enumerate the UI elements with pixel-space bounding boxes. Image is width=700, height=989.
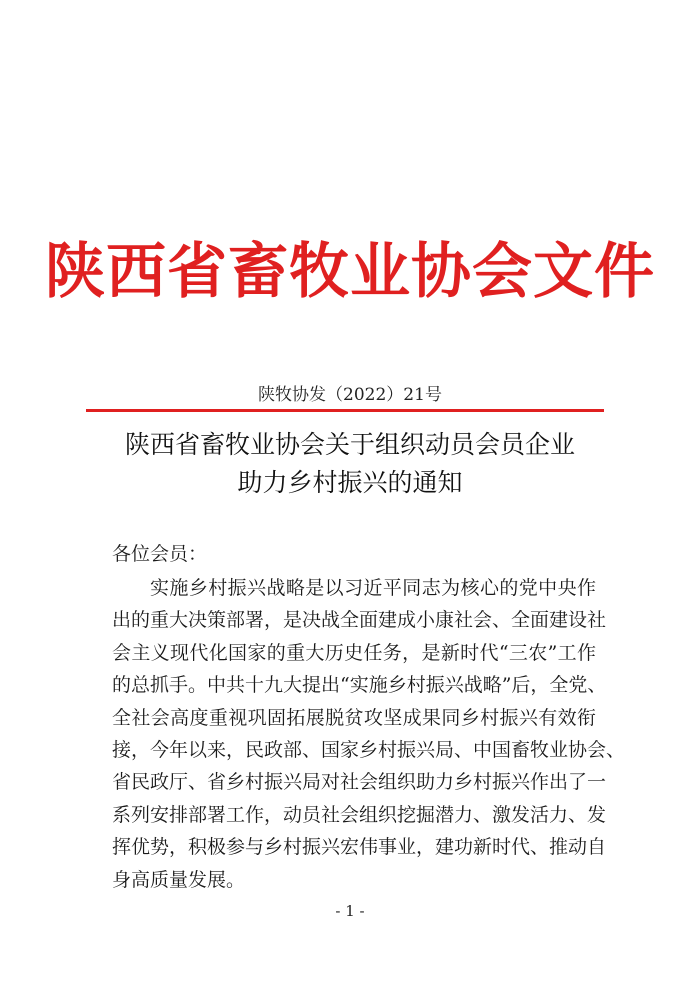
body-line: 身高质量发展。 [112,868,246,891]
salutation: 各位会员： [112,543,208,565]
document-title-line-2: 助力乡村振兴的通知 [237,468,463,497]
document-title [0,426,700,502]
red-separator-line [86,409,604,412]
body-line: 挥优势，积极参与乡村振兴宏伟事业，建功新时代、推动自 [112,836,607,859]
body-line: 全社会高度重视巩固拓展脱贫攻坚成果同乡村振兴有效衔 [112,706,596,729]
document-number: 陕牧协发（2022）21号 [258,385,442,405]
body-line: 实施乡村振兴战略是以习近平同志为核心的党中央作 [150,577,596,599]
body-line: 的总抓手。中共十九大提出“实施乡村振兴战略”后，全党、 [112,674,607,697]
body-line: 会主义现代化国家的重大历史任务，是新时代“三农”工作 [112,641,596,664]
body-line: 出的重大决策部署，是决战全面建成小康社会、全面建设社 [112,609,607,632]
document-title-line-1: 陕西省畜牧业协会关于组织动员会员企业 [124,430,575,459]
body-line: 接，今年以来，民政部、国家乡村振兴局、中国畜牧业协会、 [112,738,626,761]
body-line: 省民政厅、省乡村振兴局对社会组织助力乡村振兴作出了一 [112,771,607,794]
body-line: 系列安排部署工作，动员社会组织挖掘潜力、激发活力、发 [112,803,607,826]
page-number: - 1 - [335,902,365,920]
body-paragraph [112,572,626,896]
masthead-title: 陕西省畜牧业协会文件 [45,237,655,307]
